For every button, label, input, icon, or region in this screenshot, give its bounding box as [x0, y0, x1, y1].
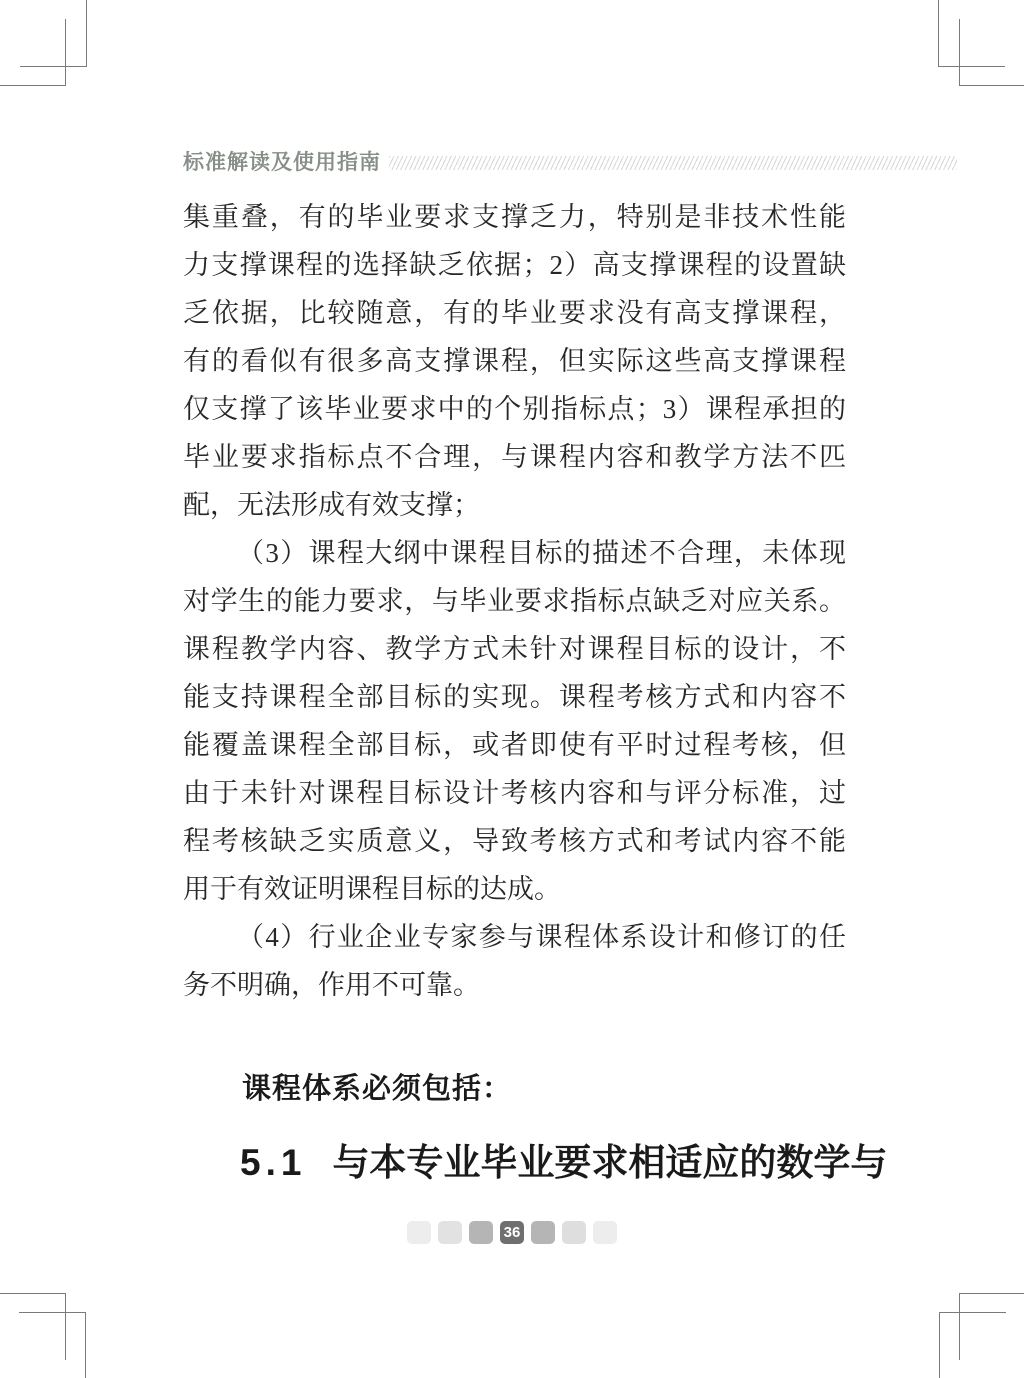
section-title: 与本专业毕业要求相适应的数学与: [332, 1142, 888, 1183]
body-line: 由于未针对课程目标设计考核内容和与评分标准，过: [183, 778, 846, 808]
running-header-title: 标准解读及使用指南: [183, 151, 381, 174]
body-line: 务不明确，作用不可靠。: [183, 970, 480, 1000]
crop-mark-bottom-right-inner: [959, 1293, 1024, 1360]
page-indicator: [407, 1221, 617, 1244]
header-hatch-rule: [389, 156, 957, 170]
body-line: 能覆盖课程全部目标，或者即使有平时过程考核，但: [183, 730, 846, 760]
body-line: 配，无法形成有效支撑；: [183, 490, 480, 520]
body-line: 仅支撑了该毕业要求中的个别指标点；3）课程承担的: [183, 394, 846, 424]
body-line: 有的看似有很多高支撑课程，但实际这些高支撑课程: [183, 346, 846, 376]
body-line: 用于有效证明课程目标的达成。: [183, 874, 561, 904]
body-line: 集重叠，有的毕业要求支撑乏力，特别是非技术性能: [183, 202, 846, 232]
page-number-badge: 36: [500, 1221, 524, 1244]
page-indicator-square: [469, 1221, 493, 1244]
body-line: 力支撑课程的选择缺乏依据；2）高支撑课程的设置缺: [183, 250, 846, 280]
body-line: （4）行业企业专家参与课程体系设计和修订的任: [237, 922, 846, 952]
body-line: 对学生的能力要求，与毕业要求指标点缺乏对应关系。: [183, 586, 846, 616]
crop-mark-top-right-inner: [959, 19, 1024, 86]
body-line: 乏依据，比较随意，有的毕业要求没有高支撑课程，: [183, 298, 846, 328]
body-text: [183, 193, 846, 1009]
body-line: 能支持课程全部目标的实现。课程考核方式和内容不: [183, 682, 846, 712]
page-indicator-square: [438, 1221, 462, 1244]
body-line: （3）课程大纲中课程目标的描述不合理，未体现: [237, 538, 846, 568]
heading-must-include: 课程体系必须包括：: [242, 1073, 513, 1105]
section-number: 5.1: [240, 1142, 307, 1183]
crop-mark-bottom-left-inner: [0, 1293, 66, 1360]
body-line: 毕业要求指标点不合理，与课程内容和教学方法不匹: [183, 442, 846, 472]
page-indicator-square: [407, 1221, 431, 1244]
crop-mark-top-left-inner: [0, 19, 66, 86]
page-indicator-square: [593, 1221, 617, 1244]
body-line: 课程教学内容、教学方式未针对课程目标的设计，不: [183, 634, 846, 664]
page-indicator-square: [531, 1221, 555, 1244]
heading-section-5-1: [240, 1132, 887, 1186]
body-line: 程考核缺乏实质意义，导致考核方式和考试内容不能: [183, 826, 846, 856]
page-indicator-square: [562, 1221, 586, 1244]
